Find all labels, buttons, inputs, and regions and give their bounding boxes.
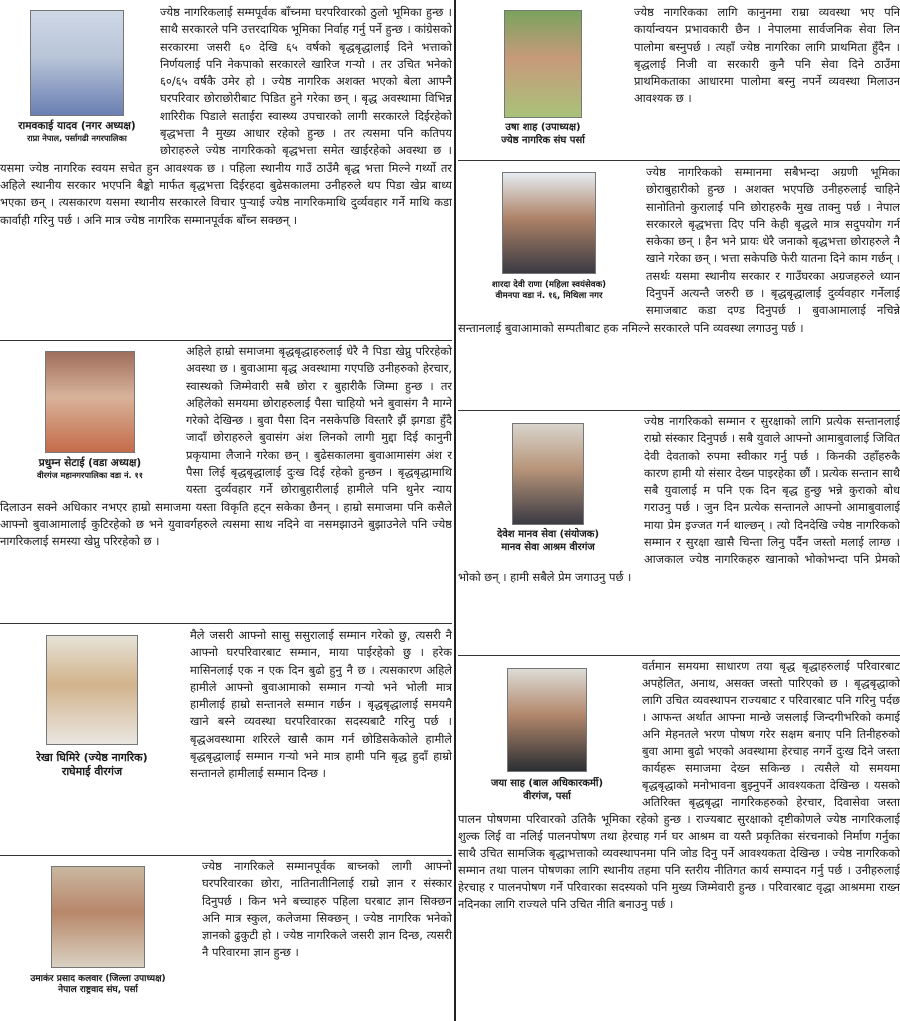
opinion-block-ramvakai: [0, 4, 452, 338]
portrait-photo: [502, 172, 596, 274]
section-divider: [458, 410, 900, 411]
opinion-block-jaya: [458, 658, 900, 1021]
person-name: देवेश मानव सेवा (संयोजक): [496, 529, 600, 540]
opinion-text: मैले जसरी आफ्नो सासु ससुरालाई सम्मान गरेको छु, त्यसरी नै आफ्नो घरपरिवारबाट सम्मान, माया पाईरहेको छु । हरेक मासिनलाई एक न एक दिन बुढो हुनु नै छ । त्यसकारण अहिले हामीले आफ्नो बुवाआमाको सम्मान गऱ्यो भने भोली मात्र हामीलाई हाम्रो सन्तानले सम्मान गर्छन । बृद्धबृद्धालाई समयमै खाने बस्ने व्यवस्था घरपरिवारका सदस्यबाटै गरिनु पर्छ । बृद्धअवस्थामा शरिरले खासै काम गर्न छोडिसकेकोले हामीले बृद्धबृद्धालाई सम्मान गऱ्यो भने मात्र हामी पनि बृद्ध हुदाँ हाम्रो सन्तानले हामीलाई सम्मान दिन्छ ।: [190, 628, 452, 781]
person-affiliation: राघेमाई वीरगंज: [61, 764, 123, 778]
opinion-text: ज्येष्ठ नागरिकका लागि कानुनमा राम्रा व्यवस्था भए पनि कार्यान्वयन प्रभावकारी छैन । नेपालमा सार्वजनिक सेवा लिन पालोमा बस्नुपर्छ । त्यहाँ ज्येष्ठ नागरिका लागि प्राथमिता हुँदैन । बृद्धलाई निजी वा सरकारी कुनै पनि सेवा दिने ठाउँमा प्राथमिकताका आधारमा पालोमा बस्नु नपर्ने व्यवस्था मिलाउन आवश्यक छ ।: [634, 5, 900, 106]
photo-block: [458, 658, 636, 803]
photo-block: [458, 4, 628, 147]
person-affiliation: मानव सेवा आश्रम वीरगंज: [501, 541, 595, 553]
section-divider: [458, 160, 900, 161]
photo-block: [0, 343, 180, 480]
opinion-text: ज्येष्ठ नागरिकको सम्मान र सुरक्षाको लागि प्रत्येक सन्तानलाई राम्रो संस्कार दिनुपर्छ । सबै युवाले आफ्नो आमाबुवालाई जिवित देवी देवताको रुपमा स्वीकार गर्नु पर्छ । किनकी उहाँहरुकै कारण हामी यो संसार देख्न पाइरहेका छौं । प्रत्येक सन्तान साथै सबै युवालाई म पनि एक दिन बृद्ध हुन्छु भन्ने कुराको बोध गराउनु पर्छ । जुन दिन प्रत्येक सन्तानले आफ्नो आमाबुवालाई माया प्रेम इज्जत गर्न थाल्छन् । त्यो दिनदेखि ज्येष्ठ नागरिकको सम्मान र सुरक्षा खासै चिन्ता लिनु पर्दैन जस्तो मलाई लाग्छ । आजकाल ज्येष्ठ नागरिकहरु खानाको भोकोभन्दा पनि प्रेमको भोको छन् । हामी सबैले प्रेम जगाउनु पर्छ ।: [458, 414, 900, 584]
section-divider: [0, 855, 452, 856]
person-affiliation: वीरगंज महानगरपालिका वडा नं. ११: [36, 470, 144, 481]
person-affiliation: नेपाल राष्ट्रवाद संघ, पर्सा: [58, 985, 138, 996]
section-divider: [0, 340, 452, 341]
portrait-photo: [46, 635, 138, 745]
section-divider: [458, 655, 900, 656]
opinion-block-sharada: [458, 164, 900, 408]
portrait-photo: [507, 668, 587, 772]
column-divider: [454, 0, 456, 1021]
person-name: रेखा घिमिरे (ज्येष्ठ नागरिक): [36, 751, 148, 764]
photo-block: [458, 413, 638, 554]
person-name: प्रधुम्न सेटाई (वडा अध्यक्ष): [38, 457, 142, 469]
portrait-photo: [45, 351, 135, 453]
photo-block: [0, 627, 184, 779]
portrait-photo: [504, 10, 582, 118]
opinion-text: अहिले हाम्रो समाजमा बृद्धबृद्धाहरुलाई धेरै नै पिडा खेप्नु परिरहेको अवस्था छ । बुवाआमा बृद्ध अवस्थामा गएपछि उनीहरुको हेरचार, स्वास्थको जिम्मेवारी सबै छोरा र बुहारीकै जिम्मा हुन्छ । तर अहिलेको समयमा छोराहरुलाई पैसा चाहियो भने बुवासंग नै माग्ने गरेको देखिन्छ । बुवा पैसा दिन नसकेपछि विस्तारै झैं झगडा हुँदै जादाँ छोराहरुले बुवासंग अंश लिनको लागी मुद्दा दिई कानुनी प्रकृयामा लैजाने गरेका छन् । बुढेसकालमा बुवाआमासंग अंश र पैसा लिई बृद्धबृद्धालाई दुःख दिई रहेको हुन्छन । बृद्धबृद्धामाथि यस्ता दुर्व्यवहार गर्ने छोराबुहारीलाई हामीले पनि थुनेर न्याय दिलाउन सक्ने अधिकार नभएर हाम्रो समाजमा यस्ता विकृति हट्न सकेका छैनन् । हाम्रो समाजमा पनि कसैले आफ्नो बुवाआमालाई कुटिरहेको छ भने युवावर्गहरुले त्यसमा साथ नदिने वा नसमझाउने बुझाउनेले पनि ज्येष्ठ नागरिकलाई समस्या खेप्नु परिरहेको छ ।: [0, 344, 452, 549]
opinion-block-umakant: [0, 858, 452, 1021]
opinion-text: ज्येष्ठ नागरिकको सम्मानमा सबैभन्दा अग्रणी भूमिका छोराबुहारीको हुन्छ । अशक्त भएपछि उनीहरुलाई चाहिने सानोतिनो कुरालाई पनि छोराहरुकै मुख ताक्नु पर्छ । नेपाल सरकारले बृद्धभत्ता दिए पनि केही बृद्धले मात्र सदुपयोग गर्न सकेका छन् । हैन भने प्रायः धेरै जनाको बृद्धभत्ता छोराहरुले नै खाने गरेका छन् । भत्ता सकेपछि फेरी यातना दिने काम गर्छन् । तसर्थः यसमा स्थानीय सरकार र गाउँघरका अग्रजहरुले ध्यान दिनुपर्ने अत्यन्तै जरुरी छ । बृद्धबृद्धालाई दुर्व्यवहार गर्नेलाई समाजबाट कडा दण्ड दिनुपर्छ । बुवाआमालाई नचिन्ने सन्तानलाई बुवाआमाको सम्पतीबाट हक नमिल्ने सरकारले पनि व्यवस्था लगाउनु पर्छ ।: [458, 165, 900, 335]
photo-block: [458, 164, 640, 301]
opinion-text: ज्येष्ठ नागरिकले सम्मानपूर्वक बाच्नको लागी आफ्नो घरपरिवारका छोरा, नातिनातीनिलाई राम्रो ज्ञान र संस्कार दिनुपर्छ । किन भने बच्चाहरु पहिला घरबाट ज्ञान सिक्छन अनि मात्र स्कुल, कलेजमा सिक्छन् । ज्येष्ठ नागरिक भनेको ज्ञानको ढुकुटी हो । ज्येष्ठ नागरिकले जसरी ज्ञान दिन्छ, त्यसरी नै परिवारमा ज्ञान हुन्छ ।: [202, 859, 452, 960]
opinion-block-devesh: [458, 413, 900, 653]
opinion-block-rekha: [0, 627, 452, 853]
person-name: शारदा देवी राणा (महिला स्वयंसेवक): [491, 280, 607, 290]
person-affiliation: वीरगंज, पर्सा: [523, 790, 571, 802]
person-affiliation: ज्येष्ठ नागरिक संघ पर्सा: [501, 134, 585, 146]
portrait-photo: [30, 10, 124, 116]
portrait-photo: [51, 866, 145, 968]
photo-block: [0, 4, 154, 143]
opinion-text: ज्येष्ठ नागरिकलाई सम्मपूर्वक बाँच्नमा घरपरिवारको ठुलो भूमिका हुन्छ । साथै सरकारले पनि उत्तरदायिक भूमिका निर्वाह गर्नु पर्ने हुन्छ । कांग्रेसको सरकारमा जसरी ६० देखि ६५ वर्षको बृद्धबृद्धालाई दिने भत्ताको निर्णयलाई पनि नेकपाको सरकारले खारिज गऱ्यो । तर उचित भनेको ६०/६५ वर्षकै उमेर हो । ज्येष्ठ नागरिक अशक्त भएको बेला आफ्नै घरपरिवार छोराछोरीबाट पिडित हुने गरेका छन् । बृद्ध अवस्थामा विभिन्न शारिरीक पिडाले सताईरा स्वास्थ्य उपचारको लागी सरकारले दिईरहेको बृद्धभत्ता नै मुख्य आधार रहेको हुन्छ । तर त्यसमा पनि कतिपय छोराहरुले ज्येष्ठ नागरिकको बृद्धभत्ता समेत खाईरहेको अवस्था छ । यसमा ज्येष्ठ नागरिक स्वयम सचेत हुन आवश्यक छ । पहिला स्थानीय गाउँ ठाउँमै बृद्ध भत्ता मिल्ने गर्थ्यो तर अहिले स्थानीय सरकार भएपनि बैङ्को मार्फत बृद्धभत्ता दिईरहदा बुढेसकालमा उनीहरुले थप पिडा खेप्न बाध्य भएका छन् । त्यसकारण यसमा स्थानीय सरकारले विचार पुऱ्याई ज्येष्ठ नागरिकमाथि दुर्व्यवहार गर्ने माथि कडा कार्वाही गरिनु पर्छ । अनि मात्र ज्येष्ठ नागरिक सम्मानपूर्वक बाँच्न सक्छन् ।: [0, 5, 452, 227]
person-affiliation: राप्रा नेपाल, पर्सागढी नगरपालिका: [27, 133, 127, 144]
opinion-block-usha: [458, 4, 900, 156]
photo-block: [0, 858, 196, 997]
right-column: [458, 0, 900, 1021]
person-affiliation: वीमनपा वडा नं. १६, मिथिला नगर: [495, 290, 603, 301]
portrait-photo: [512, 423, 584, 525]
opinion-block-pradhumna: [0, 343, 452, 621]
person-name: उमाकंर प्रसाद कलवार (जिल्ला उपाध्यक्ष): [30, 974, 166, 984]
person-name: जया साह (बाल अधिकारकर्मी): [490, 778, 604, 789]
person-name: उषा शाह (उपाध्यक्ष): [505, 122, 581, 133]
opinion-text: वर्तमान समयमा साधारण तया बृद्ध बृद्धाहरुलाई परिवारबाट अपहेलित, अनाथ, असक्त जस्तो पारिएको छ । बृद्धबृद्धाको लागि उचित व्यवस्थापन राज्यबाट र परिवारबाट पनि गरिनु पर्दछ । आफन्त अर्थात आफ्ना मान्छे जसलाई जिन्दगीभरिको कमाई अनि मेहनतले भरण पोषण गरेर सक्षम बनाए पनि तिनीहरुको बुवा आमा बुढो भएको अवस्थामा हेरचाह नगर्ने दुःख दिने जस्ता कार्यहरू समाजमा देख्न सकिन्छ । त्यसैले यो समयमा बृद्धबृद्धाको मनोभावना बुझ्नुपर्ने आवश्यकता देखिन्छ । यसको अतिरिक्त बृद्धबृद्धा नागरिकहरुको हेरचार, दिवासेवा जस्ता पालन पोषणमा परिवारको उतिकै भूमिका रहेको हुन्छ । राज्यबाट सुरक्षाको दृष्टीकोणले ज्येष्ठ नागरिकलाई शुल्क लिई वा नलिई पालनपोषण तथा हेरचाह गर्न घर आश्रम वा यस्तै प्रकृतिका संरचनाको निर्माण गर्नुका साथै उचित सामजिक बृद्धाभत्ताको व्यवस्थापनमा पनि जोड दिनु पर्ने आवश्यकता देखिन्छ । ज्येष्ठ नागरिकको सम्मान तथा पालन पोषणका लागि स्थानीय तहमा पनि स्तरीय नीतिगत कार्य सम्पादन गर्नु पर्छ । उनीहरुलाई हेरचाह र पालनपोषण गर्ने परिवारका सदस्यको पनि मुख्य जिम्मेवारी हुन्छ । परिवारबाट वृद्धा आश्रममा राख्न नदिनका लागि राज्यले पनि उचित नीति बनाउनु पर्छ ।: [458, 659, 900, 911]
section-divider: [0, 623, 452, 624]
person-name: रामवकाई यादव (नगर अध्यक्ष): [18, 120, 136, 132]
